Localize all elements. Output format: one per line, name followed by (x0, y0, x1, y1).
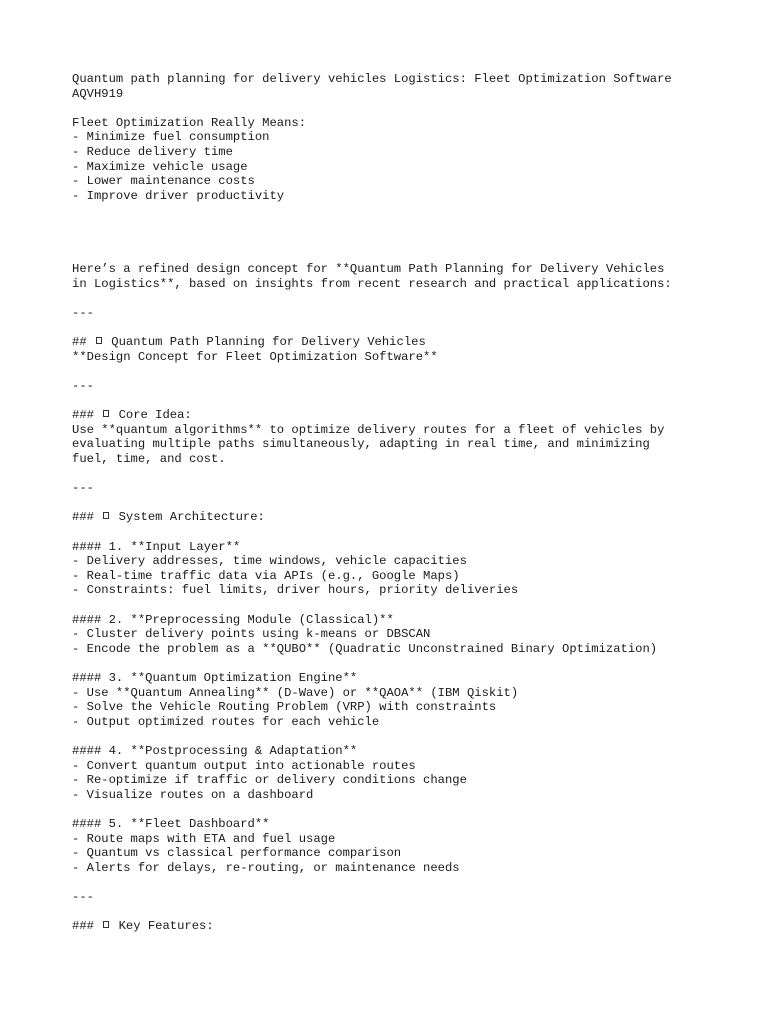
document-line: in Logistics**, based on insights from recent research and practical applications: (72, 276, 672, 291)
document-line: - Real-time traffic data via APIs (e.g., Google Maps) (72, 568, 460, 583)
document-line (72, 598, 672, 613)
document-line (72, 101, 672, 116)
document-line (72, 247, 672, 262)
document-line: - Reduce delivery time (72, 145, 233, 160)
missing-glyph-icon (103, 512, 109, 519)
document-line: Here’s a refined design concept for **Quantum Path Planning for Delivery Vehicles (72, 261, 665, 276)
document-line: - Visualize routes on a dashboard (72, 787, 314, 802)
document-line: Quantum path planning for delivery vehicles Logistics: Fleet Optimization Software (72, 72, 672, 86)
document-line (72, 218, 672, 233)
document-line: - Solve the Vehicle Routing Problem (VRP) with constraints (72, 700, 497, 715)
document-line: --- (72, 481, 94, 496)
document-line: - Use **Quantum Annealing** (D-Wave) or **QAOA** (IBM Qiskit) (72, 685, 519, 700)
document-line (72, 525, 672, 540)
document-line: ### Key Features: (72, 919, 214, 934)
document-line: - Output optimized routes for each vehicle (72, 714, 380, 729)
document-line: **Design Concept for Fleet Optimization Software** (72, 349, 438, 364)
document-line (72, 905, 672, 920)
document-line (72, 291, 672, 306)
document-line: --- (72, 890, 94, 905)
document-line: - Maximize vehicle usage (72, 159, 248, 174)
document-line: ### System Architecture: (72, 510, 265, 525)
document-line: --- (72, 305, 94, 320)
document-line: - Lower maintenance costs (72, 174, 255, 189)
document-line: fuel, time, and cost. (72, 451, 226, 466)
document-line: AQVH919 (72, 86, 124, 101)
document-line (72, 233, 672, 248)
document-line: Use **quantum algorithms** to optimize delivery routes for a fleet of vehicles by (72, 422, 665, 437)
missing-glyph-icon (96, 337, 102, 344)
document-line (72, 876, 672, 891)
document-line: - Alerts for delays, re-routing, or maintenance needs (72, 860, 460, 875)
document-line: - Constraints: fuel limits, driver hours, priority deliveries (72, 583, 519, 598)
document-line: --- (72, 378, 94, 393)
document-line (72, 802, 672, 817)
document-line (72, 364, 672, 379)
document-line (72, 656, 672, 671)
document-line: #### 4. **Postprocessing & Adaptation** (72, 744, 358, 759)
document-line (72, 203, 672, 218)
document-line: #### 1. **Input Layer** (72, 539, 241, 554)
document-line: #### 2. **Preprocessing Module (Classical)** (72, 612, 394, 627)
document-line (72, 320, 672, 335)
document-line: ## Quantum Path Planning for Delivery Vehicles (72, 334, 426, 349)
document-line (72, 729, 672, 744)
document-line: - Cluster delivery points using k-means or DBSCAN (72, 627, 431, 642)
document-line: - Encode the problem as a **QUBO** (Quadratic Unconstrained Binary Optimization) (72, 641, 658, 656)
document-line: - Route maps with ETA and fuel usage (72, 831, 336, 846)
document-line: ### Core Idea: (72, 408, 192, 423)
document-line: - Minimize fuel consumption (72, 130, 270, 145)
document-line (72, 496, 672, 511)
document-line: - Delivery addresses, time windows, vehicle capacities (72, 554, 467, 569)
missing-glyph-icon (103, 410, 109, 417)
document-body (72, 72, 672, 934)
document-line: Fleet Optimization Really Means: (72, 115, 307, 130)
document-line: - Convert quantum output into actionable routes (72, 758, 416, 773)
document-line: #### 5. **Fleet Dashboard** (72, 817, 270, 832)
document-line: - Improve driver productivity (72, 188, 285, 203)
document-line: - Quantum vs classical performance comparison (72, 846, 402, 861)
document-line (72, 466, 672, 481)
document-line: #### 3. **Quantum Optimization Engine** (72, 670, 358, 685)
document-line (72, 393, 672, 408)
document-line: evaluating multiple paths simultaneously, adapting in real time, and minimizing (72, 437, 650, 452)
document-line: - Re-optimize if traffic or delivery conditions change (72, 773, 467, 788)
missing-glyph-icon (103, 921, 109, 928)
